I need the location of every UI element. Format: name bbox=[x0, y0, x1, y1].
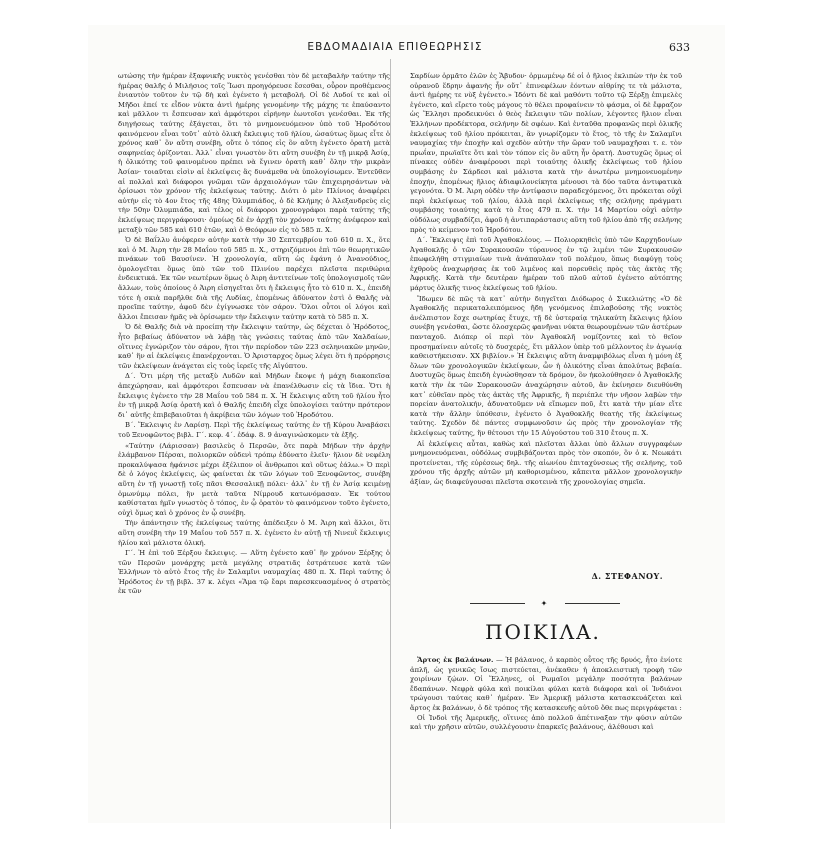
column-divider bbox=[390, 59, 391, 829]
page-header bbox=[100, 41, 690, 57]
paragraph: Ὁ δὲ Βαΐλλυ ἀνέφερεν αὐτὴν κατὰ τὴν 30 Σεπτεμβρίου τοῦ 610 π. Χ., ὅτε καὶ ὁ Μ. Ἀιρη τὴν 28 Μαΐου τοῦ 585 π. Χ., στηριζόμενοι ἐπὶ τῶν θεωρητικῶν πινάκων τοῦ Βαυσίνεν. Ἡ χρονολογία, αὕτη ὡς ἐφάνη ὁ Ἀνανούδιος, ὁμολογεῖται ὅμως ὑπὸ τῶν τοῦ Πλινίου παρέχει πλεῖστα περιθώρια ἐνδεικτικά. Ἐκ τῶν νεωτέρων ὅμως ὁ Ἀιρη ἀντιτείνων τοῖς ὑπολογισμοῖς τῶν ἄλλων, τοὺς ὁποίους ὁ Ἀιρη εἰσηγεῖται ὅτι ἡ ἔκλειψις ἦτο τὸ 610 π. Χ., ἐπειδὴ τότε ἡ σκιὰ παρῆλθε διὰ τῆς Λυδίας, ἐπομένως ἀδύνατον ἐστὶ ὁ Θαλῆς νὰ προεῖπε ταύτην, ἀφοῦ δὲν ἐγίγνωσκε τὸν σάρον. Ὅλοι οὗτοι οἱ λόγοι καὶ ἄλλοι ἔπεισαν ἡμᾶς νὰ ὁρίσωμεν τὴν ἔκλειψιν ταύτην κατὰ τὸ 585 π. Χ. bbox=[118, 236, 390, 321]
paragraph: Ἴδωμεν δὲ πῶς τὰ κατ᾿ αὐτὴν διηγεῖται Διόδωρος ὁ Σικελιώτης «Ὁ δὲ Ἀγαθοκλῆς περικαταλειπόμενος ἤδη γενόμενος ἐπιλαβούσης τῆς νυκτὸς ἀνέλπιστον ἔσχε σωτηρίας ἔτυχε, τῇ δὲ ὑστεραίᾳ τηλικαύτη ἔκλειψις ἡλίου συνέβη γενέσθαι, ὥστε ὁλοσχερῶς φανῆναι νύκτα θεωρουμένων τῶν ἀστέρων πανταχοῦ. Διόπερ οἱ περὶ τὸν Ἀγαθοκλῆ νομίζοντες καὶ τὸ θεῖον προσημαίνειν αὐτοῖς τὸ δυσχερές, ἔτι μᾶλλον ὑπὲρ τοῦ μέλλοντος ἐν ἀγωνίᾳ καθειστήκεισαν. XX βιβλίον.» Ἡ ἔκλειψις αὕτη ἀναμφιβόλως εἶναι ἡ μόνη ἐξ ὅλων τῶν χρονολογικῶν ἐκλείψεων, ὧν ἡ ὁλικότης εἶναι ἀπολύτως βεβαία. Δυστυχῶς ὅμως ἐπειδὴ ἐγνώσθησαν τὰ δρόμον, ὃν ἠκολούθησεν ὁ Ἀγαθοκλῆς κατὰ τὴν ἐκ τῶν Συρακουσῶν ἀναχώρησιν αὐτοῦ, ἂν ἐκίνησεν διευθύνθη κατ᾿ εὐθεῖαν πρὸς τὰς ἀκτὰς τῆς Ἀφρικῆς, ἢ περιέπλε τὴν νῆσον λαβὼν τὴν πορείαν ἀνατολικήν, ἀδυνατοῦμεν νὰ εἴπωμεν ποῦ, ἔτι κατὰ τὴν μίαν εἴτε κατὰ τὴν ἄλλην ὑπόθεσιν, ἐγένετο ὁ Ἀγαθοκλῆς θεατὴς τῆς ἐκλείψεως ταύτης. Σχεδὸν δὲ πάντες συμφωνοῦσιν ὡς πρὸς τὴν χρονολογίαν τῆς ἐκλείψεως ταύτης, ἣν θέτουσι τὴν 15 Αὐγούστου τοῦ 310 ἔτους π. Χ. bbox=[410, 294, 682, 437]
right-column bbox=[410, 72, 682, 564]
paragraph: «Ταύτην (Λάρισσαν) βασιλεὺς ὁ Περσῶν, ὅτε παρὰ Μήδων τὴν ἀρχὴν ἐλάμβανον Πέρσαι, πολιορκῶν οὐδενὶ τρόπῳ ἐδύνατο ἑλεῖν· ἥλιον δὲ νεφέλη προκαλύψασα ἠφάνισε μέχρι ἐξέλιπον οἱ ἄνθρωποι καὶ οὕτως ἑάλω.» Ὁ περὶ δὲ ὁ λόγος ἐκλείψεις, ὡς φαίνεται ἐκ τῶν λόγων τοῦ Ξενοφῶντος, συνέβη αὕτη ἐν τῇ γνωστῇ τοῖς πᾶσι Θεσσαλικῇ πόλει· ἀλλ᾿ ἐν τῇ ἐν Ἀσίᾳ κειμένῃ ὁμωνύμῳ πόλει, ἣν μετὰ ταῦτα Νίμρουδ κατωνόμασαν. Ἐκ τούτου καθίσταται ἡμῖν γνωστὸς ὁ τόπος, ἐν ᾧ ὁρατὸν τὸ φαινόμενον τοῦτο ἐγένετο, οὐχὶ ὅμως καὶ ὁ χρόνος ἐν ᾧ συνέβη. bbox=[118, 441, 390, 517]
left-column bbox=[118, 72, 390, 829]
paragraph: Σαρδίων ὁρμᾶτο ἐλῶν ἐς Ἄβυδον· ὁρμωμένῳ δέ οἱ ὁ ἥλιος ἐκλιπὼν τὴν ἐκ τοῦ οὐρανοῦ ἕδρην ἀφανὴς ἦν οὔτ᾿ ἐπινεφέλων ἐόντων αἰθρίης τε τὰ μάλιστα, ἀντὶ ἡμέρης τε νὺξ ἐγένετο.» Ἰδόντι δὲ καὶ μαθόντι τοῦτο τῷ Ξέρξῃ ἐπιμελὲς ἐγένετο, καὶ εἴρετο τοὺς μάγους τὸ θέλει προφαίνειν τὸ φάσμα, οἱ δὲ ἔφραζον ὡς Ἕλλησι προδεικνύει ὁ θεὸς ἔκλειψιν τῶν πολίων, λέγοντες ἥλιον εἶναι Ἑλλήνων προδέκτορα, σελήνην δὲ σφέων. Καὶ ἐνταῦθα προφανῶς περὶ ὁλικῆς ἐκλείψεως τοῦ ἡλίου πρόκειται, ἂν γνωρίζομεν τὸ ἔτος, τὸ τῆς ἐν Σαλαμῖνι ναυμαχίας τὴν ἐποχὴν καὶ σχεδὸν αὐτὴν τὴν ὥραν τοῦ ναυμαχῆσαι τ. ε. τὸν πρωΐαν, πρωϊαῖτε ὅτι καὶ τὸν τόπον εἰς ὃν αὕτη ἦν ὁρατή. Δυστυχῶς ὅμως οἱ πίνακες οὐδὲν ἀναφέρουσι περὶ τοιαύτης ὁλικῆς ἐκλείψεως τοῦ ἡλίου συμβάσης ἐν Σάρδεσι καὶ μάλιστα κατὰ τὴν ἀνωτέρω μνημονευομένην ἐποχήν, ἐπομένως ἥλιος ἀδιαφιλονείκητα μένουσι τὰ δύο ταῦτα ἀντιφατικὰ γεγονότα. Ὁ Μ. Ἀιρη οὐδὲν τὴν ἀντίφασιν παραδεχόμενος, ὅτι πρόκειται οὐχὶ περὶ ἐκλείψεως τοῦ ἡλίου, ἀλλὰ περὶ ἐκλείψεως τῆς σελήνης πράγματι συμβάσης τοιαύτης κατὰ τὸ ἔτος 479 π. Χ. τὴν 14 Μαρτίου οὐχὶ αὐτὴν οὐδόλως συμβαδίζει, ἀφοῦ ἡ ἀντιπαράστασις αὕτη τοῦ ἡλίου ἀπὸ τῆς σελήνης πρὸς τὸ κείμενον τοῦ Ἡροδότου. bbox=[410, 72, 682, 234]
ornament-line bbox=[470, 603, 525, 604]
paragraph: Β´. Ἔκλειψις ἐν Λαρίσῃ. Περὶ τῆς ἐκλείψεως ταύτης ἐν τῇ Κύρου Ἀναβάσει τοῦ Ξενοφῶντος βιβλ. Γ´. κεφ. 4´. ἐδάφ. 8. 9 ἀναγινώσκομεν τὰ ἑξῆς. bbox=[118, 421, 390, 439]
paragraph: ωτώσης τὴν ἡμέραν ἐξαφνικῆς νυκτὸς γενέσθαι τὸν δὲ μεταβαλὴν ταύτην τῆς ἡμέρας θαλῆς ὁ Μιλήσιος τοῖς Ἴωσι προηγόρευσε ἔσεσθαι, οὖρον προθέμενος ἐνιαυτὸν τοῦτον ἐν τῷ δὴ καὶ ἐγένετο ἡ μεταβολή. Οἱ δὲ Λυδοί τε καὶ οἱ Μῆδοι ἐπεί τε εἶδον νύκτα ἀντὶ ἡμέρης γενομένην τῆς μάχης τε ἐπαύσαντο καὶ μᾶλλον τι ἔσπευσαν καὶ ἀμφότεροι εἰρήνην ἑωυτοῖσι γενέσθαι. Ἐκ τῆς διηγήσεως ταύτης ἐξάγεται, ὅτι τὸ μνημονευόμενον ὑπὸ τοῦ Ἡροδότου φαινόμενον εἶναι τοῦτ᾿ αὐτὸ ὁλικὴ ἔκλειψις τοῦ ἡλίου, ὡσαύτως ὅμως εἶτε ὁ χρόνος καθ᾿ ὃν αὕτη συνέβη, οὔτε ὁ τόπος εἰς ὃν αὕτη ἐγένετο ὁρατὴ μετὰ σαφηνείας ὁρίζονται. Ἀλλ᾿ εἶναι γνωστὸν ὅτι αὕτη συνέβη ἐν τῇ μικρᾷ Ἀσίᾳ, ἡ ὁλικότης τοῦ φαινομένου πρέπει νὰ ἔγινεν ὁρατὴ καθ᾿ ὅλην τὴν μικρὰν Ἀσίαν· τοιαῦται εἰσὶν αἱ ἐκλείψεις ἂς δυνάμεθα νὰ ὑπολογίσωμεν. Ἐντεῦθεν αἱ πολλαὶ καὶ διάφοροι γνῶμαι τῶν ἀρχαιολόγων τῶν ἐπιχειρησάντων νὰ ὁρίσωσι τὸν χρόνον τῆς ἐκλείψεως ταύτης. Διότι ὁ μὲν Πλίνιος ἀναφέρει αὐτὴν εἰς τὸ 4ον ἔτος τῆς 48ης Ὀλυμπιάδος, ὁ δὲ Κλήμης ὁ Ἀλεξανδρεὺς εἰς τὴν 50ην Ὀλυμπιάδα, καὶ τέλος οἱ διάφοροι χρονογράφοι παρὰ ταύτης τῆς ἐκλείψεως περιγράφουσι· ὁμοίως δὲ ἐν ἀρχῇ τὸν χρόνον ταύτης ἀνέφερον καὶ μεταξὺ τῶν 585 καὶ 610 ἐτῶν, καὶ ὁ Θεόφρων εἰς τὸ 585 π. Χ. bbox=[118, 72, 390, 234]
paragraph-text: — Ἡ βάλανος, ὁ καρπὸς οὗτος τῆς δρυός, ἦτο ἐνίοτε ἁπλῆ, ὡς γενικῶς ἴσως πιστεύεται, ἀνέκαθεν ἡ ἀποκλειστικὴ τροφὴ τῶν χοιρίνων ζῴων. Οἱ Ἕλληνες, οἱ Ρωμαῖοι μεγάλην ποσότητα βαλάνων ἔδαπάνων. Νεφρὰ φύλα καὶ ποικίλαι φύλαι κατὰ διάφορα καὶ οἱ Ἰνδιάνοι τρώγουσι ταύτας καθ᾿ ἡμέραν. Ἐν Ἀμερικῇ μάλιστα κατασκευάζεται καὶ ἄρτος ἐκ βαλάνων, ὁ δὲ τρόπος τῆς κατασκευῆς αὐτοῦ ὅθε πως περιγράφεται : bbox=[410, 656, 682, 712]
miscellany-section bbox=[410, 656, 682, 733]
paragraph: Αἱ ἐκλείψεις αὗται, καθὼς καὶ πλεῖσται ἄλλαι ὑπὸ ἄλλων συγγραφέων μνημονευόμεναι, οὐδόλως συμβιβάζονται πρὸς τὸν σκοπόν, ὃν ὁ κ. Νεωκάτι προτείνεται, τῆς εὑρέσεως δηλ. τῆς αἰωνίου ἐπιταχύνσεως τῆς σελήνης, τοῦ χρόνου τῆς ἀρχῆς αὐτῶν μὴ καθορισμένου, κἄπειτα μᾶλλον χρονολογικὴν ἀξίαν, ὡς διαφεύγουσαι πλεῖστα σκοτεινὰ τῆς χρονολογίας σημεῖα. bbox=[410, 439, 682, 486]
paragraph: Γ´. Ἡ ἐπὶ τοῦ Ξέρξου ἔκλειψις. — Αὕτη ἐγένετο καθ᾿ ἣν χρόνον Ξέρξης ὁ τῶν Περσῶν μονάρχης μετὰ μεγάλης στρατιᾶς ἐστράτευσε κατὰ τῶν Ἑλλήνων τὸ αὐτὸ ἔτος τῆς ἐν Σαλαμῖνι ναυμαχίας 480 π. Χ. Περὶ ταύτης ὁ Ἡρόδοτος ἐν τῇ βιβλ. 37 κ. λέγει «Ἅμα τῷ ἔαρι παρεσκευασμένος ὁ στρατὸς ἐκ τῶν bbox=[118, 549, 390, 596]
paragraph: Δ´. Ὅτι μέρη τῆς μεταξὺ Λυδῶν καὶ Μήδων ἔκοψε ἡ μάχη διακοπεῖσα ἀπεχώρησαν, καὶ ἀμφότεροι ἔσπευσαν νὰ ἐπανέλθωσιν εἰς τὰ ἴδια. Ὅτι ἡ ἔκλειψις ἐγένετο τὴν 28 Μαΐου τοῦ 584 π. Χ. Ἡ ἔκλειψις αὕτη τοῦ ἡλίου ἦτο ἐν τῇ μικρᾷ Ἀσίᾳ ὁρατὴ καὶ ὁ Θαλῆς ἐπειδὴ εἶχε ὑπολογίσει ταύτην πρότερον δι᾿ αὐτῆς ἐπιβεβαιοῦται ἡ ἀκρίβεια τῶν λόγων τοῦ Ἡροδότου. bbox=[118, 372, 390, 419]
section-title: ΠΟΙΚΙΛΑ. bbox=[485, 620, 601, 644]
paragraph: Τὴν ἀπάντησιν τῆς ἐκλείψεως ταύτης ἀπέδειξεν ὁ Μ. Ἀιρη καὶ ἄλλοι, ὅτι αὕτη συνέβη τὴν 19 Μαΐου τοῦ 557 π. Χ. ἐγένετο ἐν αὐτῇ τῇ Νινευῒ ἔκλειψις ἡλίου καὶ μάλιστα ὁλική. bbox=[118, 519, 390, 547]
article-lead: Ἄρτος ἐκ βαλάνων. bbox=[417, 656, 494, 664]
paragraph: Οἱ Ἰνδοὶ τῆς Ἀμερικῆς, οἵτινες ἀπὸ πολλοῦ ἀπέτιναξαν τὴν φύσιν αὐτῶν καὶ τὴν χρῆσιν αὐτῶν, συλλέγουσιν ἐπαρκεῖς βαλάνους, ἀλέθουσι καὶ bbox=[410, 713, 682, 732]
section-ornament bbox=[470, 600, 620, 608]
ornament-dot: ✦ bbox=[540, 599, 548, 608]
paragraph: Δ´. Ἔκλειψις ἐπὶ τοῦ Ἀγαθοκλέους. — Πολιορκηθεὶς ὑπὸ τῶν Καρχηδονίων Ἀγαθοκλῆς ὁ τῶν Συρακουσῶν τύραννος ἐν τῷ λιμένι τῶν Συρακουσῶν ἐπωφελήθη στιγμιαίων τινὰ ἀνάπαυλαν τοῦ πολέμου, ὅπως διαφύγῃ τοὺς ἐχθροὺς ἀναχωρήσας ἐκ τοῦ λιμένος καὶ πορευθεὶς πρὸς τὰς ἀκτὰς τῆς Ἀφρικῆς. Κατὰ τὴν δευτέραν ἡμέραν τοῦ πλοῦ αὐτοῦ ἐγένετο αὐτόπτης μάρτυς ὁλικῆς τινος ἐκλείψεως τοῦ ἡλίου. bbox=[410, 236, 682, 293]
paragraph bbox=[410, 656, 682, 714]
author-signature: Δ. ΣΤΕΦΑΝΟΥ. bbox=[591, 571, 663, 581]
page-number: 633 bbox=[669, 41, 690, 54]
ornament-line bbox=[565, 603, 620, 604]
paragraph: Ὁ δὲ Θαλῆς διὰ νὰ προείπη τὴν ἔκλειψιν ταύτην, ὡς δέχεται ὁ Ἡρόδοτος, ἦτο βεβαίως ἀδύνατον νὰ λάβῃ τὰς γνώσεις ταύτας ἀπὸ τῶν Χαλδαίων, οἵτινες ἐγνώριζον τὸν σάρον, ἤτοι τὴν περίοδον τῶν 223 σεληνιακῶν μηνῶν, καθ᾿ ἣν αἱ ἐκλείψεις ἐπανέρχονται. Ὁ Ἀρισταρχος ὅμως λέγει ὅτι ἡ πρόρρησις τῶν ἐκλείψεων ἀνάγεται εἰς τοὺς ἱερεῖς τῆς Αἰγύπτου. bbox=[118, 323, 390, 370]
running-title: ΕΒΔΟΜΑΔΙΑΙΑ ΕΠΙΘΕΩΡΗΣΙΣ bbox=[307, 41, 483, 53]
